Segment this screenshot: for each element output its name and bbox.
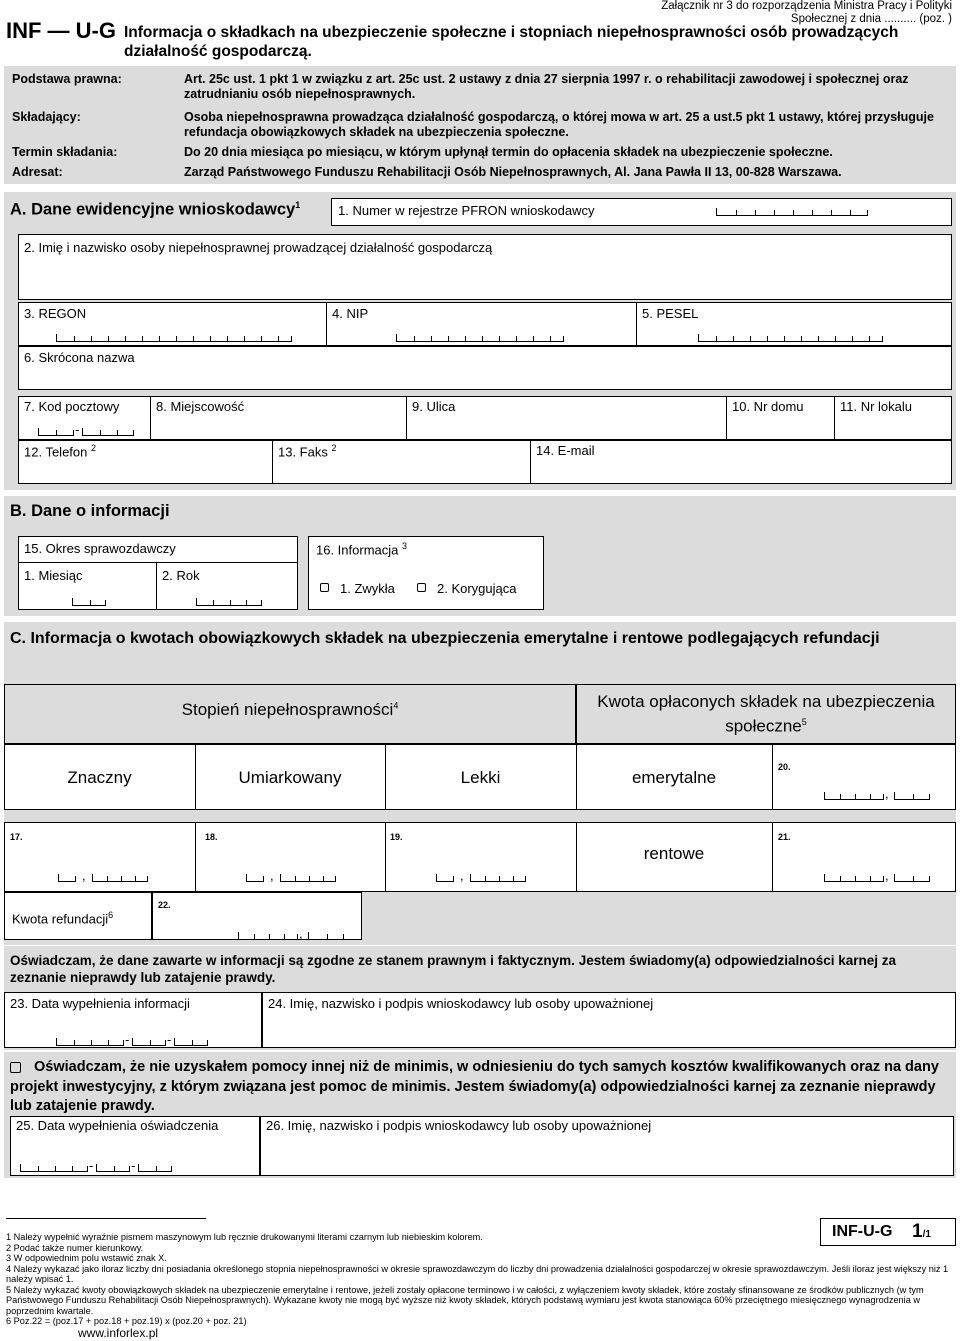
postal-code-comb-1[interactable] [38,428,74,436]
date-filled-label: 23. Data wypełnienia informacji [10,996,190,1011]
decimal-comma: , [885,786,889,801]
divider [406,396,407,440]
fax-label: 13. Faks $^2$ [278,443,337,460]
pfron-number-comb[interactable] [716,208,868,216]
refund-comb[interactable] [238,932,298,940]
deminimis-date-day-comb[interactable] [138,1164,172,1172]
deminimis-signature-label: 26. Imię, nazwisko i podpis wnioskodawcy lub osoby upoważnionej [266,1118,652,1133]
date-dash: - [131,1158,136,1173]
light-comb[interactable] [436,874,454,882]
watermark-url: www.inforlex.pl [78,1326,159,1340]
postal-dash: - [75,422,80,437]
divider [385,822,386,892]
regon-comb[interactable] [56,334,292,342]
divider [726,396,727,440]
correcting-checkbox[interactable] [417,583,426,592]
page-badge-code: INF-U-G [832,1223,893,1240]
divider [18,562,298,563]
deminimis-date-year-comb[interactable] [20,1164,88,1172]
divider [195,822,196,892]
city-label: 8. Miejscowość [156,399,245,414]
form-code: INF — U-G [6,18,116,43]
disability-amount-decimal-comb[interactable] [894,874,930,882]
short-name-label: 6. Skrócona nazwa [24,350,135,365]
page-badge-number: 1/1 [912,1221,931,1242]
light-label: Lekki [460,768,501,787]
degree-header-label: Stopień niepełnosprawności$^4$ [181,700,399,719]
apartment-number-label: 11. Nr lokalu [840,399,913,414]
signature-label: 24. Imię, nazwisko i podpis wnioskodawcy lub osoby upoważnionej [268,996,654,1011]
pesel-comb[interactable] [698,334,883,342]
section-c-title: C. Informacja o kwotach obowiązkowych składek na ubezpieczenia emerytalne i rentowe podlegających refundacji [10,630,880,647]
house-number-label: 10. Nr domu [732,399,804,414]
divider [326,302,327,346]
deminimis-date-label: 25. Data wypełnienia oświadczenia [16,1118,219,1133]
section-b-title: B. Dane o informacji [10,502,170,520]
amount-header-label: Kwota opłaconych składek na ubezpieczenia społeczne$^5$ [597,692,935,736]
date-dash: - [167,1032,172,1047]
date-day-comb[interactable] [174,1038,208,1046]
footnotes: 1 Należy wypełnić wyraźnie pismem maszynowym lub ręcznie drukowanymi literami czarnym lub niebieskim kolorem. 2 Podać także numer kierunkowy. 3 W odpowiednim polu wstawić znak X. 4 Należy wykazać jako iloraz liczby dni posiadania określonego stopnia niepełnosprawności w okresie sprawozdawczym do liczby dni prowadzenia działalności gospodarczej w okresie sprawozdawczym. Jeśli iloraz jest większy niż 1 należy wpisać 1. 5 Należy wykazać kwoty obowiązkowych składek na ubezpieczenie emerytalne i rentowe, jeżeli zostały opłacone terminowo i w całości, z wyłączeniem kwoty składek, które zostały sfinansowane ze środków publicznych (w tym Państwowego Funduszu Rehabilitacji Osób Niepełnosprawnych). Wykazane kwoty nie mogą być wyższe niż kwoty składek, których podstawą wymiaru jest kwota stanowiąca 60% przeciętnego miesięcznego wynagrodzenia w poprzednim kwartale. 6 Poz.22 = (poz.17 + poz.18 + poz.19) x (poz.20 + poz. 21) [6,1232,949,1326]
disability-amount-comb[interactable] [824,874,884,882]
pesel-label: 5. PESEL [642,306,699,321]
name-label: 2. Imię i nazwisko osoby niepełnosprawnej prowadzącej działalność gospodarczą [24,240,493,255]
regular-checkbox[interactable] [320,583,329,592]
declaration-text: Oświadczam, że dane zawarte w informacji są zgodne ze stanem prawnym i faktycznym. Jestem świadomy(a) odpowiedzialności karnej za zeznanie nieprawdy lub zatajenie prawdy. [10,953,897,985]
pension-amount-comb[interactable] [824,792,884,800]
light-decimal-comb[interactable] [470,874,526,882]
field-17-number: 17. [10,832,23,842]
street-label: 9. Ulica [412,399,456,414]
short-name-field[interactable] [18,346,952,390]
field-20-number: 20. [778,762,791,772]
decimal-comma: , [299,926,303,941]
month-label: 1. Miesiąc [24,568,83,583]
date-year-comb[interactable] [56,1038,124,1046]
moderate-label: Umiarkowany [238,768,342,787]
form-title: Informacja o składkach na ubezpieczenie społeczne i stopniach niepełnosprawności osób prowadzących działalność gospodarczą. [124,24,899,60]
divider [834,396,835,440]
divider [156,562,157,610]
section-a-title: A. Dane ewidencyjne wnioskodawcy$^1$ [10,200,301,219]
moderate-decimal-comb[interactable] [280,874,336,882]
refund-label: Kwota refundacji$^6$ [12,910,114,927]
deminimis-text: Oświadczam, że nie uzyskałem pomocy innej niż de minimis, w odniesieniu do tych samych kosztów kwalifikowanych oraz na dany projekt inwestycyjny, z którym związana jest pomoc de minimis. Jestem świadomy(a) odpowiedzialności karnej za zeznanie nieprawdy lub zatajenie prawdy. [10,1059,939,1114]
field-18-number: 18. [205,832,218,842]
pension-amount-decimal-comb[interactable] [894,792,930,800]
nip-comb[interactable] [396,334,564,342]
reporting-period-label: 15. Okres sprawozdawczy [24,541,176,556]
decimal-comma: , [270,868,274,883]
pfron-number-label: 1. Numer w rejestrze PFRON wnioskodawcy [338,203,595,218]
divider [772,822,773,892]
year-label: 2. Rok [162,568,200,583]
divider [772,744,773,810]
divider [530,440,531,484]
phone-label: 12. Telefon $^2$ [24,443,97,460]
month-comb[interactable] [72,598,106,606]
regular-option-label: 1. Zwykła [340,581,395,596]
divider [150,396,151,440]
moderate-comb[interactable] [246,874,264,882]
footnote-separator [6,1218,206,1219]
field-22-number: 22. [158,900,171,910]
disability-label: rentowe [643,844,705,863]
divider [272,440,273,484]
nip-label: 4. NIP [332,306,369,321]
date-dash: - [125,1032,130,1047]
year-comb[interactable] [196,598,262,606]
pension-label: emerytalne [631,768,717,787]
correcting-option-label: 2. Korygująca [437,581,517,596]
refund-decimal-comb[interactable] [308,932,344,940]
annex-note: Załącznik nr 3 do rozporządzenia Ministra Pracy i Polityki Społecznej z dnia .......... (poz. ) [661,0,952,25]
contact-row [18,440,952,484]
decimal-comma: , [82,868,86,883]
deminimis-date-month-comb[interactable] [96,1164,130,1172]
significant-comb[interactable] [58,874,76,882]
field-19-number: 19. [390,832,403,842]
info-type-label: 16. Informacja $^3$ [316,541,408,558]
postal-code-label: 7. Kod pocztowy [24,399,120,414]
decimal-comma: , [885,868,889,883]
date-dash: - [89,1158,94,1173]
divider [636,302,637,346]
regon-label: 3. REGON [24,306,87,321]
field-21-number: 21. [778,832,791,842]
date-month-comb[interactable] [132,1038,166,1046]
significant-decimal-comb[interactable] [92,874,148,882]
postal-code-comb-2[interactable] [82,428,134,436]
significant-label: Znaczny [67,768,132,787]
decimal-comma: , [460,868,464,883]
email-label: 14. E-mail [536,443,595,458]
